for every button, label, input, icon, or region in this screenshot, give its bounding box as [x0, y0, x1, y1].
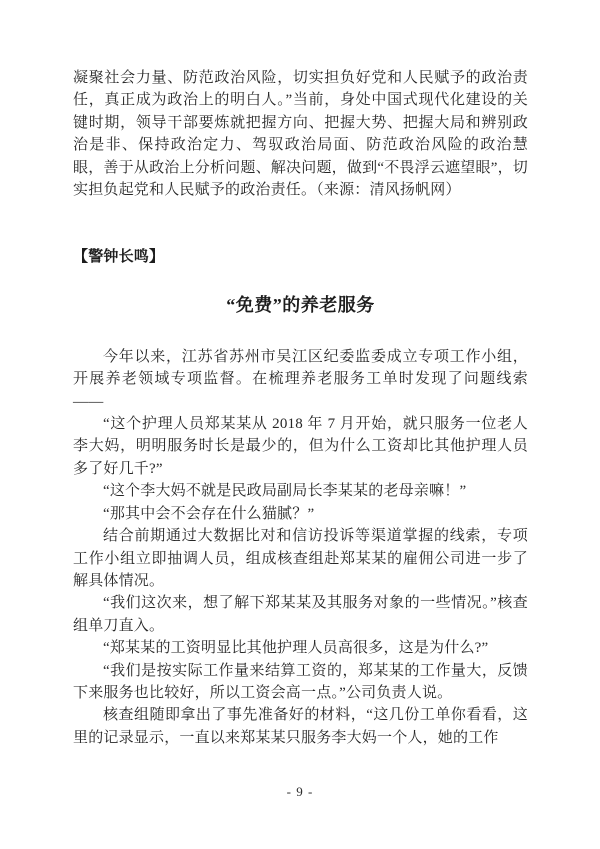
body-paragraph: “我们这次来，想了解下郑某某及其服务对象的一些情况。”核查组单刀直入。 — [73, 595, 528, 634]
intro-continuation-paragraph: 凝聚社会力量、防范政治风险，切实担负好党和人民赋予的政治责任，真正成为政治上的明白人。”当前，身处中国式现代化建设的关键时期，领导干部要炼就把握方向、把握大势、把握大局和辨别政治是非、保持政治定力、驾驭政治局面、防范政治风险的政治慧眼，善于从政治上分析问题、解决问题，做到“不畏浮云遮望眼”，切实担负起党和人民赋予的政治责任。（来源：清风扬帆网） — [73, 70, 528, 199]
page-number: - 9 - — [286, 784, 314, 799]
body-paragraph: 核查组随即拿出了事先准备好的材料，“这几份工单你看看，这里的记录显示，一直以来郑某某只服务李大妈一个人，她的工作 — [73, 707, 528, 746]
article-title: “免费”的养老服务 — [226, 294, 375, 315]
body-paragraph: “郑某某的工资明显比其他护理人员高很多，这是为什么?” — [103, 640, 489, 657]
body-paragraph: “这个李大妈不就是民政局副局长李某某的老母亲嘛！” — [103, 483, 467, 500]
body-paragraph: “我们是按实际工作量来结算工资的，郑某某的工作量大，反馈下来服务也比较好，所以工资会高一点。”公司负责人说。 — [73, 662, 528, 701]
body-paragraph: 结合前期通过大数据比对和信访投诉等渠道掌握的线索，专项工作小组立即抽调人员，组成核查组赴郑某某的雇佣公司进一步了解具体情况。 — [73, 528, 528, 589]
page-content — [73, 67, 528, 749]
body-paragraph: “这个护理人员郑某某从 2018 年 7 月开始，就只服务一位老人李大妈，明明服务时长是最少的，但为什么工资却比其他护理人员多了好几千?” — [73, 416, 528, 477]
body-paragraph: “那其中会不会存在什么猫腻？” — [103, 505, 315, 522]
section-heading: 【警钟长鸣】 — [73, 249, 165, 266]
body-paragraph: 今年以来，江苏省苏州市吴江区纪委监委成立专项工作小组，开展养老领域专项监督。在梳理养老服务工单时发现了问题线索—— — [73, 348, 528, 410]
